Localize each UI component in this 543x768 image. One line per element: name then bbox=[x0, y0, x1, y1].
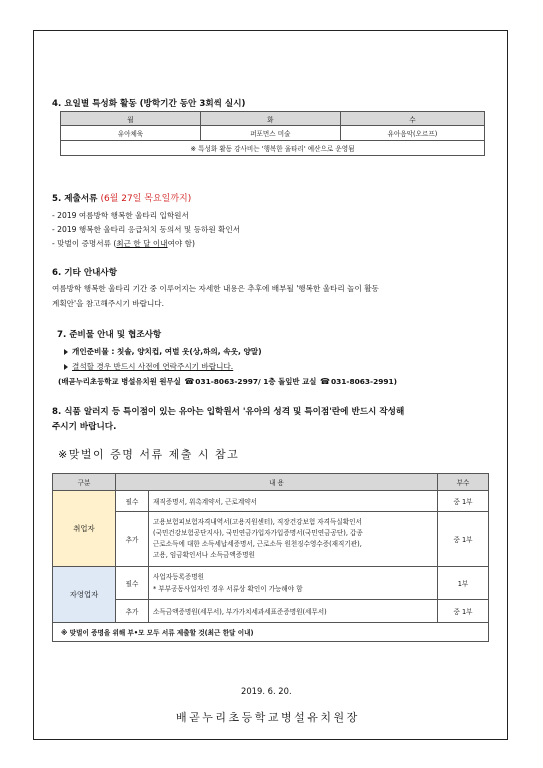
employed-label: 취업자 bbox=[53, 491, 116, 567]
employed-extra-line: 근로소득에 대한 소득세납세증명서, 근로소득 원천징수영수증(재직기관), bbox=[153, 540, 362, 548]
section6-heading: 6. 기타 안내사항 bbox=[52, 268, 118, 278]
self-employed-label: 자영업자 bbox=[53, 567, 116, 623]
submission-deadline: (6월 27일 목요일까지) bbox=[100, 194, 192, 204]
self-employed-extra-text: 소득금액증명원(세무서), 부가가치세과세표준증명원(세무서) bbox=[149, 600, 438, 623]
self-employed-extra-count: 중 1부 bbox=[438, 600, 489, 623]
employed-extra-count: 중 1부 bbox=[438, 512, 489, 567]
self-employed-required-label: 필수 bbox=[116, 567, 149, 600]
document-date: 2019. 6. 20. bbox=[241, 686, 292, 696]
contact-close: ) bbox=[393, 377, 398, 386]
triangle-bullet-icon bbox=[64, 349, 68, 355]
contact-office-label: (배곧누리초등학교 병설유치원 원무실 bbox=[58, 377, 184, 386]
docs-header-content: 내 용 bbox=[116, 474, 438, 491]
employed-extra-line: 고용보험피보험자격내역서(고용지원센터), 직장건강보험 자격득실확인서 bbox=[153, 518, 362, 526]
docs-table-title: ※맞벌이 증명 서류 제출 시 참고 bbox=[58, 448, 240, 461]
prep-item-2 bbox=[64, 361, 233, 372]
self-employed-required-note: * 부부공동사업자인 경우 서류상 확인이 가능해야 함 bbox=[153, 585, 303, 593]
activity-tuesday: 퍼포먼스 미술 bbox=[200, 126, 340, 141]
section4-heading: 4. 요일별 특성화 활동 (방학기간 동안 3회씩 실시) bbox=[52, 99, 246, 109]
activity-note: ※ 특성화 활동 강사비는 '행복한 울타리' 예산으로 운영됨 bbox=[61, 141, 485, 156]
doc-item-1: - 2019 여름방학 행복한 울타리 입학원서 bbox=[52, 211, 189, 220]
prep-item-2-text: 결석할 경우 반드시 사전에 연락주시기 바랍니다. bbox=[72, 362, 234, 371]
employed-extra-line: (국민건강보험공단지사), 국민연금가입자가입증명서(국민연금공단), 갑종 bbox=[153, 529, 363, 537]
self-employed-required-count: 1부 bbox=[438, 567, 489, 600]
doc-item-3-suffix: 여야 함) bbox=[167, 239, 195, 248]
activities-table bbox=[60, 111, 485, 156]
day-wednesday: 수 bbox=[340, 112, 484, 126]
phone-icon: ☎ bbox=[184, 377, 195, 386]
doc-item-3-prefix: - 맞벌이 증명서류 ( bbox=[52, 239, 117, 248]
docs-footnote: ※ 맞벌이 증명을 위해 부•모 모두 서류 제출할 것(최근 한달 이내) bbox=[53, 623, 489, 642]
section8-line2: 주시기 바랍니다. bbox=[52, 422, 117, 432]
employed-extra-text bbox=[149, 512, 438, 567]
principal-signature: 배곧누리초등학교병설유치원장 bbox=[176, 711, 360, 724]
section6-line2: 계획안'을 참고해주시기 바랍니다. bbox=[52, 299, 165, 308]
employed-required-text: 재직증명서, 위촉계약서, 근로계약서 bbox=[149, 491, 438, 512]
employed-extra-label: 추가 bbox=[116, 512, 149, 567]
section7-heading: 7. 준비물 안내 및 협조사항 bbox=[57, 330, 162, 340]
docs-header-category: 구분 bbox=[53, 474, 116, 491]
section5-heading bbox=[52, 191, 191, 204]
section5-heading-text: 5. 제출서류 bbox=[52, 194, 101, 204]
phone-number-office: 031-8063-2997 bbox=[195, 377, 258, 386]
day-tuesday: 화 bbox=[200, 112, 340, 126]
self-employed-required-line: 사업자등록증명원 bbox=[153, 573, 204, 581]
self-employed-extra-label: 추가 bbox=[116, 600, 149, 623]
doc-item-3-underlined: 최근 한 달 이내 bbox=[116, 239, 168, 248]
phone-number-classroom: 031-8063-2991 bbox=[330, 377, 394, 386]
activity-wednesday: 유아음악(오르프) bbox=[340, 126, 484, 141]
doc-item-3 bbox=[52, 238, 195, 249]
employed-required-count: 중 1부 bbox=[438, 491, 489, 512]
section8-line1: 8. 식품 알러지 등 특이점이 있는 유아는 입학원서 '유아의 성격 및 특이점'란에 반드시 작성해 bbox=[52, 407, 405, 417]
prep-item-1 bbox=[64, 346, 262, 357]
contact-line bbox=[58, 376, 397, 387]
employed-extra-line: 고용, 임금확인서나 소득금액증명원 bbox=[153, 551, 255, 559]
contact-classroom-label: / 1층 돌잎반 교실 bbox=[258, 377, 319, 386]
section6-line1: 여름방학 행복한 울타리 기간 중 이루어지는 자세한 내용은 추후에 배부될 '행복한 울타리 놀이 활동 bbox=[52, 284, 379, 293]
phone-icon: ☎ bbox=[319, 377, 330, 386]
doc-item-2: - 2019 행복한 울타리 응급처치 동의서 및 등하원 확인서 bbox=[52, 225, 241, 234]
employed-required-label: 필수 bbox=[116, 491, 149, 512]
prep-item-1-text: 개인준비물 : 칫솔, 양치컵, 여벌 옷(상,하의, 속옷, 양말) bbox=[72, 347, 262, 356]
activity-monday: 유아체육 bbox=[61, 126, 201, 141]
day-monday: 월 bbox=[61, 112, 201, 126]
triangle-bullet-icon bbox=[64, 364, 68, 370]
docs-table bbox=[52, 473, 489, 642]
docs-header-count: 부수 bbox=[438, 474, 489, 491]
self-employed-required-text bbox=[149, 567, 438, 600]
